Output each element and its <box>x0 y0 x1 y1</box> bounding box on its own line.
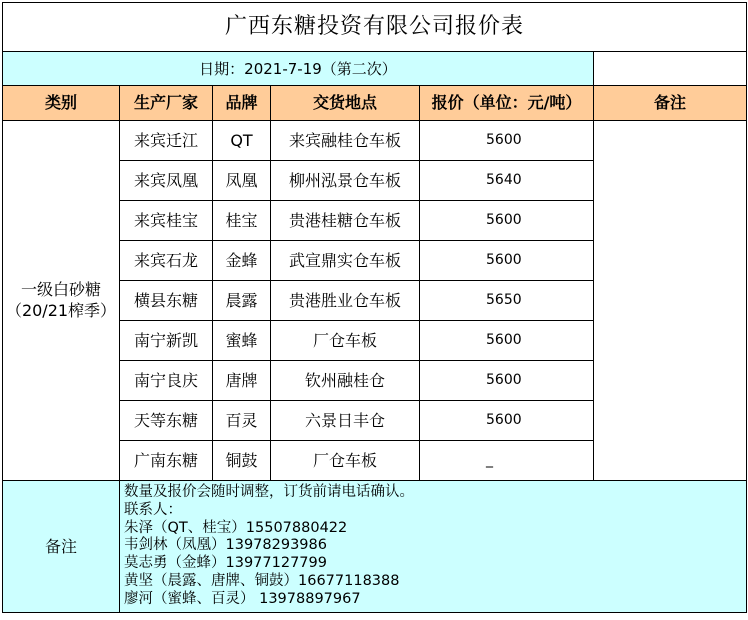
brand-cell: 百灵 <box>213 401 271 441</box>
note-contact: 廖河（蜜蜂、百灵） 13978897967 <box>124 590 361 607</box>
manufacturer-cell: 来宾石龙 <box>120 241 213 281</box>
header-manufacturer: 生产厂家 <box>120 86 213 121</box>
manufacturer-cell: 来宾迁江 <box>120 121 213 161</box>
header-brand: 品牌 <box>213 86 271 121</box>
header-delivery: 交货地点 <box>271 86 420 121</box>
delivery-cell: 武宣鼎实仓车板 <box>271 241 420 281</box>
brand-cell: 唐牌 <box>213 361 271 401</box>
price-cell: 5600 <box>420 121 594 161</box>
header-row <box>3 86 747 121</box>
delivery-cell: 钦州融桂仓 <box>271 361 420 401</box>
note-contact: 莫志勇（金蜂）13977127799 <box>124 555 327 572</box>
footer-row <box>3 481 747 613</box>
header-category: 类别 <box>3 86 120 121</box>
brand-cell: QT <box>213 121 271 161</box>
brand-cell: 晨露 <box>213 281 271 321</box>
price-cell: 5600 <box>420 241 594 281</box>
date-row <box>3 52 747 86</box>
price-cell: 5600 <box>420 321 594 361</box>
brand-cell: 蜜蜂 <box>213 321 271 361</box>
brand-cell: 桂宝 <box>213 201 271 241</box>
price-cell: 5600 <box>420 361 594 401</box>
title-row <box>3 3 747 52</box>
note-disclaimer: 数量及报价会随时调整，订货前请电话确认。 <box>124 484 414 500</box>
page-title: 广西东糖投资有限公司报价表 <box>3 3 747 52</box>
manufacturer-cell: 来宾桂宝 <box>120 201 213 241</box>
delivery-cell: 贵港桂糖仓车板 <box>271 201 420 241</box>
header-price: 报价（单位：元/吨） <box>420 86 594 121</box>
note-contact: 黄坚（晨露、唐牌、铜鼓）16677118388 <box>124 572 400 589</box>
table-row <box>3 121 747 161</box>
price-cell: _ <box>420 441 594 481</box>
manufacturer-cell: 天等东糖 <box>120 401 213 441</box>
delivery-cell: 厂仓车板 <box>271 321 420 361</box>
delivery-cell: 贵港胜业仓车板 <box>271 281 420 321</box>
delivery-cell: 六景日丰仓 <box>271 401 420 441</box>
delivery-cell: 厂仓车板 <box>271 441 420 481</box>
category-season: （20/21榨季） <box>5 300 117 320</box>
footer-label: 备注 <box>3 481 120 613</box>
price-quote-table <box>2 2 747 613</box>
manufacturer-cell: 南宁新凯 <box>120 321 213 361</box>
price-cell: 5600 <box>420 201 594 241</box>
price-cell: 5640 <box>420 161 594 201</box>
brand-cell: 凤凰 <box>213 161 271 201</box>
category-name: 一级白砂糖 <box>20 279 101 299</box>
date-remark-cell <box>594 52 747 86</box>
note-contact: 韦剑林（凤凰）13978293986 <box>124 537 327 554</box>
price-cell: 5600 <box>420 401 594 441</box>
header-remark: 备注 <box>594 86 747 121</box>
manufacturer-cell: 南宁良庆 <box>120 361 213 401</box>
note-contact: 朱泽（QT、桂宝）15507880422 <box>124 519 348 536</box>
category-cell <box>3 121 120 481</box>
delivery-cell: 柳州泓景仓车板 <box>271 161 420 201</box>
manufacturer-cell: 来宾凤凰 <box>120 161 213 201</box>
remark-cell <box>594 121 747 481</box>
footer-notes <box>120 481 747 613</box>
price-cell: 5650 <box>420 281 594 321</box>
brand-cell: 金蜂 <box>213 241 271 281</box>
note-contact-heading: 联系人： <box>124 501 182 518</box>
brand-cell: 铜鼓 <box>213 441 271 481</box>
quote-date: 日期：2021-7-19（第二次） <box>3 52 594 86</box>
manufacturer-cell: 广南东糖 <box>120 441 213 481</box>
delivery-cell: 来宾融桂仓车板 <box>271 121 420 161</box>
manufacturer-cell: 横县东糖 <box>120 281 213 321</box>
